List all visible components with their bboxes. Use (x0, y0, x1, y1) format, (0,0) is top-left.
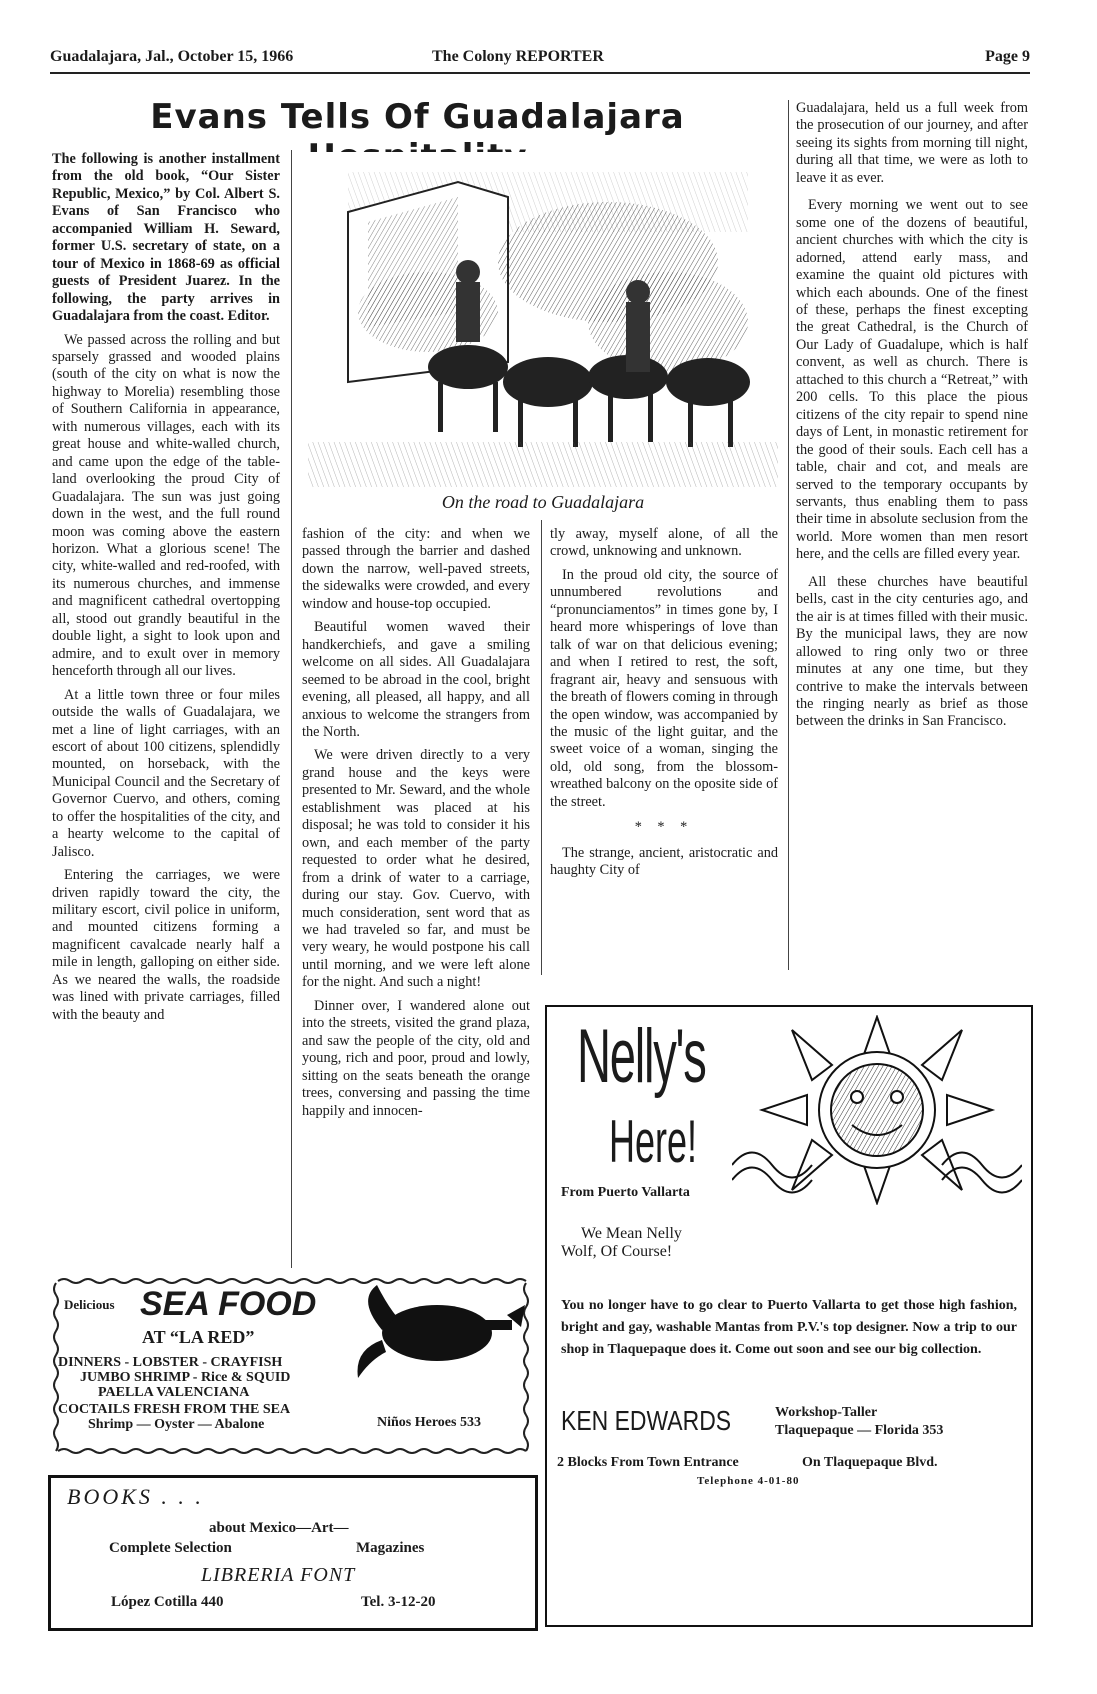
masthead-rule (50, 72, 1030, 74)
town-entrance: 2 Blocks From Town Entrance (557, 1455, 739, 1470)
menu-line: JUMBO SHRIMP - Rice & SQUID (80, 1370, 291, 1385)
sun-icon (732, 1015, 1022, 1205)
books-title: BOOKS . . . (67, 1484, 204, 1509)
we-mean-line: We Mean Nelly (581, 1225, 682, 1242)
paragraph: All these churches have beautiful bells, cast in the city centuries ago, and the air is at times filled with their music. By the municipal laws, they are now allowed to ring only two or three minutes at any one time, but they contrive to make the intervals between the ringing nearly as brief as those between the drinks in San Francisco. (796, 573, 1028, 730)
menu-line: DINNERS - LOBSTER - CRAYFISH (58, 1355, 283, 1370)
paragraph: Guadalajara, held us a full week from the prosecution of our journey, and after seeing its sights from morning till night, during all that time, we were as loth to leave it as ever. (796, 100, 1028, 186)
sea-food-title: SEA FOOD (140, 1285, 317, 1323)
masthead-page-number: Page 9 (985, 48, 1030, 65)
menu-lines (58, 1355, 290, 1432)
paragraph: Beautiful women waved their handkerchiefs, and gave a smiling welcome on all sides. All Guadalajara seemed to be abroad in the cool, bright evening, all pleased, all happy, and all anxious to welcome the strangers from the North. (302, 619, 530, 740)
paragraph: In the proud old city, the source of unnumbered revolutions and “pronunciamentos” in times gone by, I heard more whisperings of love than talk of war on that delicious evening; and when I retired to rest, the soft, fragrant air, heavy and sensuous with the breath of flowers coming in through the open window, was accompanied by the music of the light guitar, and the sweet voice of a woman, singing the old, old song, from the blossom-wreathed balcony on the oposite side of the street. (550, 566, 778, 810)
illustration-caption: On the road to Guadalajara (441, 492, 645, 512)
seafood-address: Niños Heroes 533 (377, 1415, 481, 1430)
here-title: Here! (609, 1108, 698, 1175)
paragraph: The strange, ancient, aristocratic and haughty City of (550, 844, 778, 879)
delicious-label: Delicious (64, 1297, 115, 1312)
books-telephone: Tel. 3-12-20 (361, 1594, 436, 1610)
masthead-paper-name: The Colony REPORTER (432, 48, 604, 65)
column-divider (788, 100, 789, 970)
column-divider (291, 150, 292, 1268)
paragraph: fashion of the city: and when we passed through the barrier and dashed down the narrow, well-paved streets, the sidewalks were crowded, and every window and house-top occupied. (302, 526, 530, 612)
blvd-location: On Tlaquepaque Blvd. (802, 1455, 938, 1470)
article-column-3 (550, 526, 778, 886)
ken-edwards-brand: KEN EDWARDS (561, 1405, 732, 1436)
books-address: López Cotilla 440 (111, 1594, 224, 1610)
store-name: LIBRERIA FONT (201, 1564, 356, 1586)
nelly-body-text: You no longer have to go clear to Puerto Vallarta to get those high fashion, bright and gay, washable Mantas from P.V.'s top designer. Now a trip to our shop in Tlaquepaque does it. Come out soon and see our big collection. (561, 1298, 1017, 1357)
section-break: * * * (634, 819, 694, 836)
article-headline: Evans Tells Of Guadalajara (150, 97, 685, 137)
masthead-dateline: Guadalajara, Jal., October 15, 1966 (50, 48, 294, 65)
road-illustration (308, 152, 778, 487)
tlaquepaque-address: Tlaquepaque — Florida 353 (775, 1423, 944, 1438)
workshop-label: Workshop-Taller (775, 1405, 878, 1420)
nellys-title: Nelly's (577, 1014, 706, 1099)
paragraph: tly away, myself alone, of all the crowd, unknowing and unknown. (550, 526, 778, 560)
la-red-name: AT “LA RED” (142, 1327, 255, 1347)
seafood-ad (52, 1275, 532, 1457)
books-selection: Complete Selection (109, 1540, 232, 1556)
paragraph: We passed across the rolling and but sparsely grassed and wooded plains (south of the city on what is now the highway to Morelia) resembling those of Southern California in appearance, with numerous villages, each with its great house and white-walled church, and came upon the edge of the table-land overlooking the proud City of Guadalajara. The sun was just going down in the west, and the full round moon was coming above the eastern horizon. What a glorious scene! The city, white-walled and red-roofed, with its numerous churches, and immense and magnificent cathedral overtopping all, stood out grandly beautiful in the double light, a sight to look upon and admire, and to exult over in memory henceforth through all our lives. (52, 331, 280, 680)
menu-line: Shrimp — Oyster — Abalone (88, 1417, 265, 1432)
paragraph: Entering the carriages, we were driven rapidly toward the city, the military escort, civil police in uniform, and mounted citizens forming a magnificent cavalcade nearly half a mile in length, galloping on either side. As we neared the walls, the roadside was lined with private carriages, filled with the beauty and (52, 867, 280, 1023)
column-divider (541, 520, 542, 975)
books-magazines: Magazines (356, 1540, 425, 1556)
nelly-telephone: Telephone 4-01-80 (697, 1475, 800, 1487)
from-puerto-vallarta: From Puerto Vallarta (561, 1185, 690, 1200)
menu-line: COCTAILS FRESH FROM THE SEA (58, 1402, 291, 1417)
article-column-1 (52, 151, 280, 1030)
article-column-4 (796, 100, 1028, 737)
nellys-ad (545, 1005, 1033, 1627)
paragraph: Dinner over, I wandered alone out into the streets, visited the grand plaza, and saw the people of the city, old and young, rich and poor, proud and lowly, sitting on the seats beneath the orange trees, conversing and passing the time happily and innocen- (302, 997, 530, 1119)
we-mean-nelly (561, 1225, 682, 1261)
books-ad (48, 1475, 538, 1631)
paragraph: We were driven directly to a very grand house and the keys were presented to Mr. Seward, and the whole establishment was placed at his disposal; he was told to consider it his own, and each member of the party requested to order what he desired, from a drink of water to a carriage, during our stay. Gov. Cuervo, with much consideration, sent word that as we had traveled so far, and must be very weary, he would postpone his call until morning, and we were left alone for the night. And such a night! (302, 747, 530, 991)
article-intro (52, 151, 280, 326)
menu-line: PAELLA VALENCIANA (98, 1385, 250, 1400)
article-column-2 (302, 526, 530, 1126)
intro-paragraph: The following is another installment from the old book, “Our Sister Republic, Mexico,” by Col. Albert S. Evans of San Francisco who accompanied William H. Seward, former U.S. secretary of state, on a tour of Mexico in 1868-69 as official guests of President Juarez. In the following, the party arrives in Guadalajara from the coast. Editor. (52, 151, 280, 325)
paragraph: Every morning we went out to see some one of the dozens of beautiful, ancient churches with which the city is adorned, attend early mass, and examine the quaint old pictures with which each abounds. One of the finest of these, perhaps the finest excepting the great Cathedral, is the Church of Our Lady of Guadalupe, which is half convent, as well as church. There is attached to this church a “Retreat,” with 200 cells. To this place the pious citizens of the city repair to spend nine days of Lent, in monastic retirement for the good of their souls. Each cell has a table, chair and cot, and meals are served to the temporary occupants by servants, thus enabling them to pass their time in absolute seclusion from the world. More women than men resort here, and the cells are filled every year. (796, 197, 1028, 563)
we-mean-line: Wolf, Of Course! (561, 1243, 673, 1260)
paragraph: At a little town three or four miles outside the walls of Guadalajara, we met a line of light carriages, with an escort of about 100 citizens, splendidly mounted, on horseback, with the Municipal Council and the Secretary of Governor Cuervo, and others, coming to offer the hospitalities of the city, and a hearty welcome to the capital of Jalisco. (52, 686, 280, 860)
books-subject: about Mexico—Art— (209, 1520, 349, 1536)
masthead (50, 48, 1030, 74)
